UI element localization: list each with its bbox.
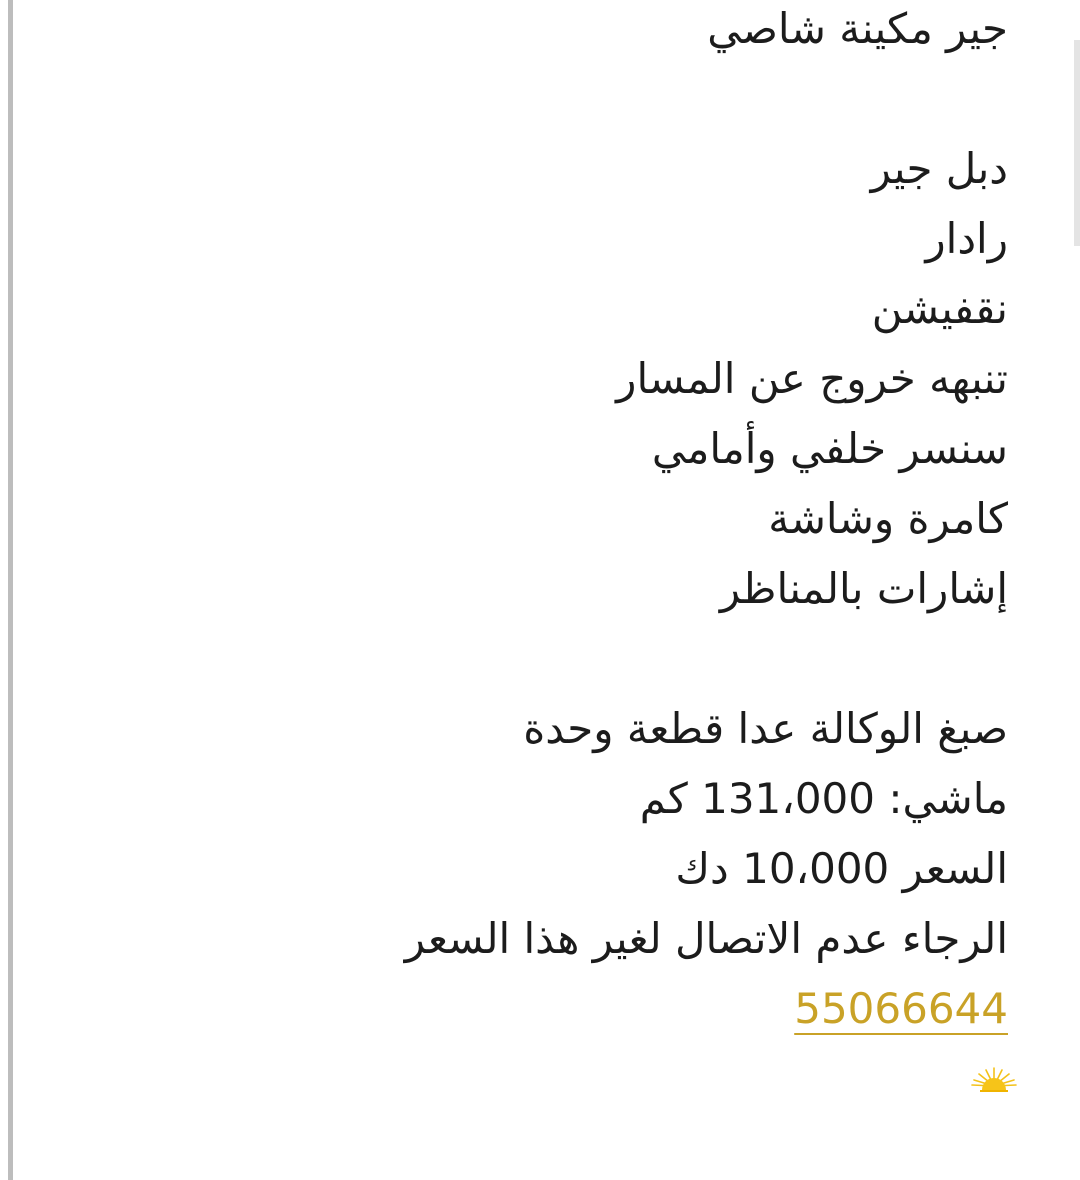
feature-item: سنسر خلفي وأمامي (651, 424, 1008, 473)
feature-item: دبل جير (870, 144, 1008, 193)
title-line: جير مكينة شاصي (707, 4, 1008, 53)
feature-item: كامرة وشاشة (768, 494, 1008, 543)
paint-line: صبغ الوكالة عدا قطعة وحدة (523, 704, 1008, 753)
mileage-line: ماشي: 131،000 كم (639, 774, 1008, 823)
sunrise-emoji-icon (970, 1064, 1018, 1104)
spacer (108, 64, 1008, 134)
feature-item: نقفيشن (871, 284, 1008, 333)
spacer (108, 624, 1008, 694)
phone-line (108, 974, 1008, 1044)
price-line: السعر 10،000 دك (675, 844, 1008, 893)
left-border (8, 0, 13, 1180)
feature-item: تنبهه خروج عن المسار (616, 354, 1008, 403)
scrollbar[interactable] (1074, 40, 1080, 246)
feature-item: إشارات بالمناظر (719, 564, 1008, 613)
notice-line: الرجاء عدم الاتصال لغير هذا السعر (404, 914, 1008, 963)
feature-item: رادار (925, 214, 1008, 263)
phone-link[interactable]: 55066644 (794, 984, 1008, 1033)
message-body (108, 0, 1008, 1044)
